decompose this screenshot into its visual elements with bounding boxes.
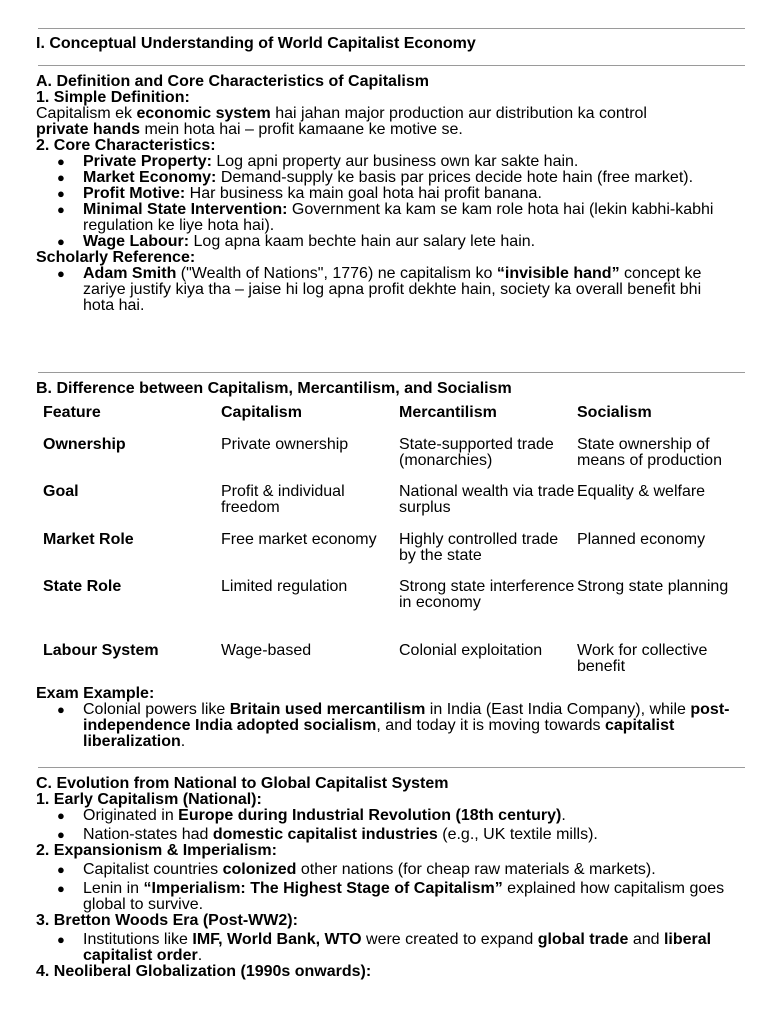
table-cell: Goal [43, 483, 79, 500]
core-characteristics-heading: 2. Core Characteristics: [36, 137, 216, 154]
table-cell: State ownership of means of production [577, 436, 722, 469]
table-cell: State-supported trade (monarchies) [399, 436, 554, 469]
early-capitalism-list [36, 808, 748, 843]
list-item: ● Market Economy: Demand-supply ke basis par prices decide hote hain (free market). [36, 170, 735, 186]
table-cell: Private ownership [221, 436, 349, 453]
table-cell: Colonial exploitation [399, 642, 543, 659]
comparison-table [36, 405, 748, 681]
table-cell: Profit & individual freedom [221, 483, 345, 516]
core-characteristics-list [36, 154, 748, 250]
exam-example-list [36, 702, 748, 750]
table-cell: Limited regulation [221, 578, 348, 595]
divider [38, 767, 745, 768]
table-cell: Strong state interference in economy [399, 578, 575, 611]
table-cell: Equality & welfare [577, 483, 706, 500]
table-header-cell: Feature [43, 404, 101, 421]
divider [38, 28, 745, 29]
exam-example [36, 686, 748, 750]
list-item: ● Wage Labour: Log apna kaam bechte hain aur salary lete hain. [36, 234, 735, 250]
section-title: I. Conceptual Understanding of World Capitalist Economy [36, 35, 476, 52]
definition-text-line1: Capitalism ek economic system hai jahan major production aur distribution ka control [36, 105, 647, 122]
table-row [36, 437, 748, 484]
bretton-woods-list [36, 932, 748, 964]
section-c [36, 776, 748, 980]
section-c-title: C. Evolution from National to Global Capitalist System [36, 775, 449, 792]
list-item: ● Nation-states had domestic capitalist industries (e.g., UK textile mills). [36, 827, 735, 843]
table-header-cell: Socialism [577, 404, 652, 421]
list-item: ● Originated in Europe during Industrial Revolution (18th century). [36, 808, 735, 824]
table-cell: Work for collective benefit [577, 642, 708, 675]
table-cell: Highly controlled trade by the state [399, 531, 559, 564]
expansionism-list [36, 862, 748, 913]
list-item: ● Lenin in “Imperialism: The Highest Stage of Capitalism” explained how capitalism goes global to survive. [36, 881, 735, 913]
table-row [36, 579, 748, 643]
table-header-row [36, 405, 748, 437]
section-a [36, 74, 748, 314]
early-capitalism-heading: 1. Early Capitalism (National): [36, 791, 262, 808]
scholarly-reference-list [36, 266, 748, 314]
table-row [36, 484, 748, 532]
bretton-woods-heading: 3. Bretton Woods Era (Post-WW2): [36, 912, 298, 929]
list-item: ● Minimal State Intervention: Government ka kam se kam role hota hai (lekin kabhi-kabhi regulation ke liye hota hai). [36, 202, 735, 234]
definition-text-line2: private hands mein hota hai – profit kamaane ke motive se. [36, 121, 463, 138]
table-cell: Wage-based [221, 642, 312, 659]
divider [38, 372, 745, 373]
table-header-cell: Capitalism [221, 404, 302, 421]
table-cell: Labour System [43, 642, 159, 659]
list-item: ● Private Property: Log apni property aur business own kar sakte hain. [36, 154, 735, 170]
list-item: ● Adam Smith ("Wealth of Nations", 1776) ne capitalism ko “invisible hand” concept ke zariye justify kiya tha – jaise hi log apna profit dekhte hain, society ka overall benefit bhi hota hai. [36, 266, 735, 314]
divider [38, 65, 745, 66]
definition-heading: 1. Simple Definition: [36, 89, 190, 106]
section-a-title: A. Definition and Core Characteristics of Capitalism [36, 73, 429, 90]
table-cell: Ownership [43, 436, 126, 453]
section-b-title: B. Difference between Capitalism, Mercantilism, and Socialism [36, 380, 512, 397]
table-cell: State Role [43, 578, 122, 595]
list-item: ● Institutions like IMF, World Bank, WTO were created to expand global trade and liberal capitalist order. [36, 932, 735, 964]
table-cell: Planned economy [577, 531, 706, 548]
table-row [36, 643, 748, 681]
expansionism-heading: 2. Expansionism & Imperialism: [36, 842, 277, 859]
list-item: ● Capitalist countries colonized other nations (for cheap raw materials & markets). [36, 862, 735, 878]
table-cell: National wealth via trade surplus [399, 483, 575, 516]
list-item: ● Colonial powers like Britain used mercantilism in India (East India Company), while post-independence India adopted socialism, and today it is moving towards capitalist liberalization. [36, 702, 735, 750]
list-item: ● Profit Motive: Har business ka main goal hota hai profit banana. [36, 186, 735, 202]
scholarly-reference-heading: Scholarly Reference: [36, 249, 196, 266]
table-cell: Free market economy [221, 531, 377, 548]
table-cell: Strong state planning [577, 578, 729, 595]
table-row [36, 532, 748, 579]
neoliberal-heading: 4. Neoliberal Globalization (1990s onwards): [36, 963, 372, 980]
table-header-cell: Mercantilism [399, 404, 497, 421]
exam-example-heading: Exam Example: [36, 685, 155, 702]
table-cell: Market Role [43, 531, 134, 548]
